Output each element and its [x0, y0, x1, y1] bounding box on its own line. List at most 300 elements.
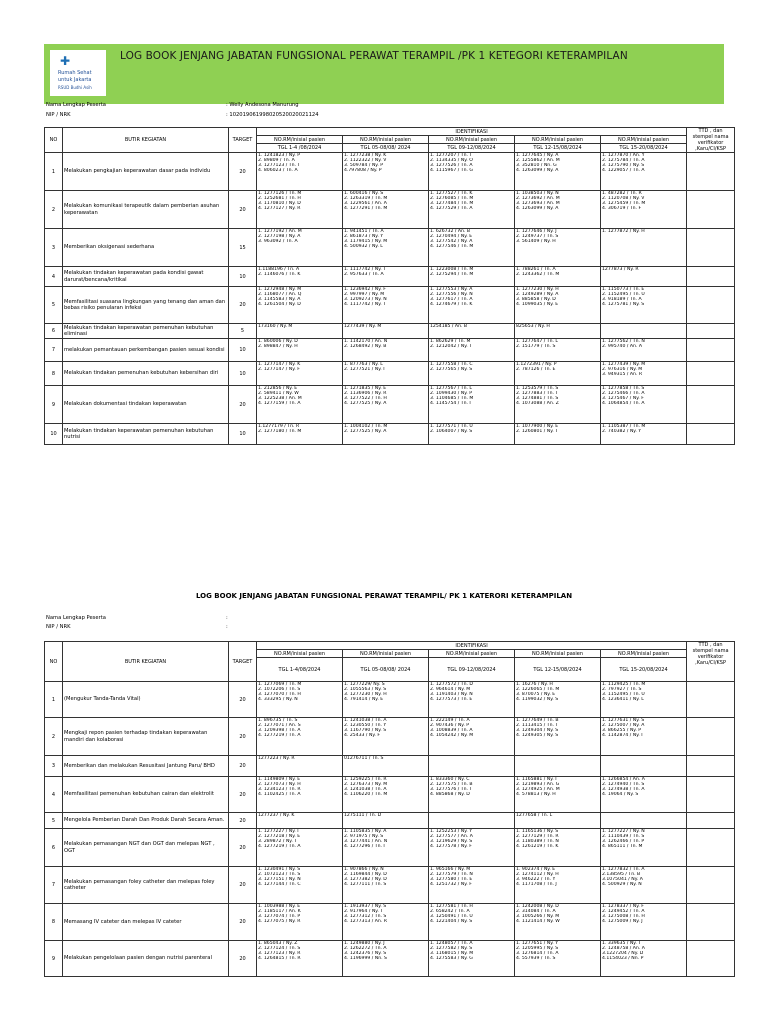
patient-entry: 4. 1115967 / Tn. G — [430, 168, 473, 174]
patient-entry: 1. 487282 / Tn. R — [602, 191, 642, 196]
patient-entry: 2. 1275466 / Tn. A — [602, 391, 645, 397]
patient-cell — [343, 756, 429, 777]
patient-entry: 2. 1277883 / Tn. T — [516, 391, 559, 397]
header-target: TARGET — [229, 642, 257, 682]
patient-cell — [601, 191, 687, 229]
row-number: 2 — [45, 191, 63, 229]
patient-entry: 4. 1199032 / Ny. S — [516, 697, 559, 703]
signature-cell — [687, 191, 735, 229]
patient-entry: 2. 1277577 / An. A — [430, 834, 473, 840]
patient-cell — [257, 904, 343, 941]
activity-cell: Melakukan pemasangan foley catheter dan melepas foley catheter — [63, 867, 229, 904]
patient-cell — [515, 362, 601, 386]
table-row — [45, 756, 735, 777]
patient-entry: 1. 865043 / Ny. Z — [258, 941, 298, 946]
header-patient-col: NO.RM/inisial pasien — [601, 650, 687, 658]
patient-entry: 4. 1196999 / Nn. S — [344, 956, 387, 962]
patient-entry: 01276711 / Tn. S — [344, 756, 384, 761]
target-cell: 10 — [229, 267, 257, 287]
patient-entry: 2. 1270494 / Ny. E — [430, 234, 473, 240]
patient-cell — [429, 362, 515, 386]
participant-name-value: : — [226, 615, 228, 621]
activity-cell: melakukan pemantauan perkembangan pasien sesuai kondisi — [63, 339, 229, 362]
patient-entry: 1. 1004102 / Tn. M — [344, 424, 388, 429]
patient-entry: 4. 1263099 / Ny. A — [516, 206, 559, 212]
activity-cell: (Mengukur Tanda-Tanda Vital) — [63, 682, 229, 718]
patient-entry: 3. 1262466 / Tn. P — [602, 839, 645, 845]
table-row — [45, 829, 735, 867]
row-number: 6 — [45, 324, 63, 339]
patient-cell — [429, 682, 515, 718]
patient-entry: 4. 1106220 / Tn. M — [344, 792, 388, 798]
patient-entry: 1. 339635 / Ny. T — [602, 941, 642, 946]
patient-cell — [601, 386, 687, 424]
patient-entry: 2. 1243362 / Tn. M — [516, 272, 560, 278]
signature-cell — [687, 424, 735, 445]
patient-entry: 2. 1277556 / Ny. N — [430, 292, 473, 298]
patient-cell — [515, 682, 601, 718]
patient-entry: 2. 1277575 / Tn. B — [430, 782, 473, 788]
header-date: TGL 12-15/08/2024 — [515, 144, 601, 153]
patient-cell — [343, 813, 429, 829]
patient-entry: 1. 1277872 / Ny. H — [602, 229, 645, 234]
patient-entry: 4. 1102425 / Tn. A — [258, 792, 301, 798]
target-cell: 20 — [229, 718, 257, 756]
patient-entry: 2.138595 / Tn. B — [602, 872, 641, 878]
patient-cell — [343, 287, 429, 324]
patient-cell — [601, 287, 687, 324]
table-row — [45, 153, 735, 191]
table-row — [45, 941, 735, 977]
patient-entry: 1254185 / An. B — [430, 324, 468, 329]
patient-entry: 2. 1212042 / Ny. T — [430, 344, 472, 350]
patient-entry: 3. 1277576 / Tn. T — [430, 787, 473, 793]
signature-cell — [687, 339, 735, 362]
patient-cell — [257, 424, 343, 445]
table-row — [45, 324, 735, 339]
patient-entry: 1. 1149809 / Ny. E — [258, 777, 301, 782]
patient-entry: 4. 500929 / Ny. N — [602, 882, 642, 888]
patient-cell — [257, 682, 343, 718]
table-row — [45, 718, 735, 756]
patient-entry: 4. 1277159 / Tn. A — [258, 401, 301, 407]
patient-entry: 1. 1252253 / Ny. Y — [430, 829, 472, 834]
patient-entry: 2. 589411 / Ny. W — [258, 391, 299, 397]
patient-entry: 1277237 / Ny. K — [258, 813, 295, 818]
patient-cell — [429, 813, 515, 829]
patient-entry: 1. 1277631 / Ny. S — [602, 718, 645, 723]
patient-cell — [257, 813, 343, 829]
patient-cell — [257, 362, 343, 386]
patient-entry: 2. 1262272 / Tn. A — [344, 946, 387, 952]
row-number: 6 — [45, 829, 63, 867]
patient-cell — [257, 941, 343, 977]
table-row — [45, 339, 735, 362]
patient-entry: 2. 1226065 / Tn. M — [516, 687, 560, 693]
header-verifier: TTD , dan stempel nama verifikator ,Karu/CI/KSP — [687, 128, 735, 153]
patient-entry: 3. 1273693 / An. M — [516, 201, 560, 207]
activity-cell: Melakukan tindakan keperawatan pada kondisi gawat darurat/bencana/kritikal — [63, 267, 229, 287]
patient-entry: 4. 578813 / Ny. H — [516, 792, 556, 798]
patient-entry: 3. 1277070 / Tn. H — [258, 692, 301, 698]
patient-entry: 2. 1169844 / Ny. D — [344, 872, 387, 878]
patient-cell — [515, 153, 601, 191]
patient-entry: 2. 787126 / Tn. E — [516, 367, 556, 373]
table-row — [45, 424, 735, 445]
table-row — [45, 386, 735, 424]
patient-cell — [515, 904, 601, 941]
patient-entry: 2. 1277071 / An. S — [258, 723, 301, 729]
row-number: 1 — [45, 153, 63, 191]
section-title: LOG BOOK JENJANG JABATAN FUNGSIONAL PERAWAT TERAMPIL/ PK 1 KATERORI KETERAMPILAN — [195, 592, 573, 600]
patient-entry: 2. 1205995 / Ny. S — [516, 946, 559, 952]
patient-cell — [343, 904, 429, 941]
patient-entry: 2. 964614 / Ny. M — [430, 687, 471, 693]
signature-cell — [687, 867, 735, 904]
signature-cell — [687, 718, 735, 756]
patient-entry: 4. 1064854 / Tn. A — [602, 401, 645, 407]
patient-cell — [429, 904, 515, 941]
patient-cell — [601, 339, 687, 362]
target-cell: 20 — [229, 386, 257, 424]
participant-nip-label: NIP / NRK — [46, 112, 71, 118]
patient-entry: 1. 1105835 / Ny. A — [344, 829, 387, 834]
participant-name-label: Nama Lengkap Peserta — [46, 615, 106, 621]
row-number: 7 — [45, 867, 63, 904]
patient-entry: 3. 1180389 / Tn. N — [516, 839, 559, 845]
patient-entry: 1. 1277230 / Ny. H — [516, 287, 559, 292]
patient-entry: 2. 1072206 / Tn. S — [258, 687, 301, 693]
patient-cell — [515, 339, 601, 362]
patient-entry: 1. 965166 / Ny. M — [430, 867, 471, 872]
patient-entry: 3.1075041 / Ny. A — [602, 877, 643, 883]
header-activity: BUTIR KEGIATAN — [63, 128, 229, 153]
patient-entry: 2. 1274112 / Ny. H — [516, 872, 559, 878]
patient-entry: 2. 658242 / Tn. A — [430, 909, 470, 915]
patient-entry: 2. 1277565 / Ny. S — [430, 367, 473, 373]
patient-entry: 3. 1005266 / Ny. M — [516, 914, 560, 920]
patient-entry: 4. 1277219 / Tn. A — [258, 733, 301, 739]
patient-entry: 4. 1277291 / Tn. M — [344, 206, 388, 212]
target-cell: 5 — [229, 324, 257, 339]
table-row — [45, 777, 735, 813]
logo-line-1: Rumah Sehat — [58, 70, 92, 76]
patient-entry: 4. 1277144 / Tn. C — [258, 882, 301, 888]
header-identification: IDENTIFIKASI — [257, 128, 687, 136]
patient-entry: 1. 1236942 / Ny. F — [344, 287, 386, 292]
patient-entry: 1.1188196 / Tn. A — [258, 267, 300, 272]
target-cell: 20 — [229, 941, 257, 977]
patient-cell — [515, 424, 601, 445]
patient-cell — [429, 867, 515, 904]
target-cell: 10 — [229, 424, 257, 445]
patient-entry: 4. 1274679 / Tn. K — [430, 302, 473, 308]
patient-entry: 4. 1263099 / Ny. A — [516, 168, 559, 174]
patient-entry: 2. 797927 / Tn. S — [602, 687, 642, 693]
patient-entry: 2. 1146076 / Tn. K — [258, 272, 301, 278]
logo-line-2: untuk Jakarta — [58, 77, 92, 83]
patient-cell — [257, 191, 343, 229]
patient-entry: 1. 1277646 / Ny. J — [516, 229, 557, 234]
patient-entry: 1. 1249880 / Ny. J — [344, 941, 385, 946]
patient-entry: 2. 1113415 / Tn. T — [516, 723, 559, 729]
signature-cell — [687, 813, 735, 829]
patient-entry: 3. 1209273 / Ny. N — [344, 297, 387, 303]
patient-cell — [601, 229, 687, 267]
patient-entry: 4. 1221404 / Ny. S — [430, 919, 473, 925]
patient-cell — [601, 682, 687, 718]
patient-entry: 4. 1277075 / Ny. R — [258, 919, 301, 925]
patient-cell — [343, 867, 429, 904]
patient-entry: 3. 1277526 / Tn. A — [430, 163, 473, 169]
patient-entry: 3. 963092 / Tn. A — [258, 239, 298, 245]
patient-entry: 1. 1003988 / Ny. E — [258, 904, 301, 909]
patient-entry: 2. 1252681 / Tn. H — [258, 196, 301, 202]
patient-entry: 2. 1249737 / Tn. S — [516, 234, 559, 240]
patient-entry: 3. 1277441 / An. N — [344, 839, 388, 845]
patient-cell — [343, 153, 429, 191]
patient-cell — [515, 718, 601, 756]
patient-entry: 2. 1219893 / An. G — [516, 782, 560, 788]
patient-cell — [429, 267, 515, 287]
patient-cell — [429, 777, 515, 813]
patient-entry: 3. 1145583 / Ny. A — [258, 297, 301, 303]
patient-entry: 4. 306719 / Tn. F — [602, 206, 642, 212]
patient-cell — [257, 756, 343, 777]
patient-entry: 2. 1249289 / Ny. A — [516, 292, 559, 298]
patient-entry: 3. 1276814 / Tn. A — [516, 951, 559, 957]
header-patient-col: NO.RM/inisial pasien — [515, 650, 601, 658]
patient-entry: 2. 314084 / Tn. A — [516, 909, 556, 915]
patient-entry: 4. 1275583 / Ny. G — [430, 956, 473, 962]
patient-cell — [601, 867, 687, 904]
patient-entry: 1. 1278337 / Ny. F — [602, 904, 644, 909]
header-no: NO — [45, 128, 63, 153]
patient-entry: 2. 1277218 / Ny. E — [258, 834, 301, 840]
patient-entry: 1. 907866 / Ny. N — [344, 867, 384, 872]
patient-cell — [343, 424, 429, 445]
patient-cell — [601, 153, 687, 191]
patient-entry: 4. 333295 / Ny. N — [258, 697, 298, 703]
patient-entry: 2. 1277198 / Ny. A — [258, 234, 301, 240]
signature-cell — [687, 682, 735, 718]
patient-entry: 4. 1251732 / Ny. F — [430, 882, 472, 888]
patient-entry: 4. 1277219 / Tn. A — [258, 844, 301, 850]
patient-entry: 2. 740382 / Ny. Y — [602, 429, 642, 435]
row-number: 3 — [45, 229, 63, 267]
signature-cell — [687, 229, 735, 267]
row-number: 9 — [45, 386, 63, 424]
patient-entry: 3. 1168015 / Ny. M — [430, 951, 474, 957]
participant-name-value: : Welly Andesona Manurung — [226, 102, 299, 108]
patient-cell — [515, 777, 601, 813]
header-patient-col: NO.RM/inisial pasien — [429, 650, 515, 658]
patient-entry: 4. 1145754 / Tn. I — [430, 401, 471, 407]
patient-entry: 1. 1277126 / Tn. M — [258, 191, 302, 196]
patient-entry: 4. 1229057 / Tn. A — [602, 168, 645, 174]
patient-entry: 1.1272391 / Ny. P — [516, 362, 557, 367]
patient-entry: 3. 1241038 / Tn. A — [344, 787, 387, 793]
table-row — [45, 904, 735, 941]
patient-cell — [515, 267, 601, 287]
patient-cell — [515, 287, 601, 324]
patient-entry: 2. 1277579 / Tn. N — [430, 872, 473, 878]
activity-cell: Melakukan tindakan pemenuhan kebutuhan kebersihan diri — [63, 362, 229, 386]
patient-entry: 1. 222149 / Tn. A — [430, 718, 470, 723]
target-cell: 20 — [229, 153, 257, 191]
patient-entry: 4. 791414 / Ny. E — [344, 697, 384, 703]
patient-entry: 1. 1277439 / Ny. M — [602, 362, 646, 367]
patient-entry: 3. 1008839 / Tn. A — [430, 728, 473, 734]
patient-entry: 2. 971975 / Ny. S — [344, 834, 384, 840]
patient-entry: 1. 1259225 / Tn. R — [344, 777, 387, 782]
patient-entry: 3. 1274925 / An. M — [516, 787, 560, 793]
row-number: 5 — [45, 813, 63, 829]
patient-entry: 1. 1241823 / Ny. P — [258, 153, 300, 158]
patient-entry: 4. 1054242 / Ny. M — [430, 733, 474, 739]
patient-entry: 1. 1277227 / Ny. I — [258, 829, 299, 834]
patient-entry: 2. 1275007 / Ny. A — [602, 723, 645, 729]
patient-cell — [343, 324, 429, 339]
patient-entry: 1275111 / Tn. D — [344, 813, 382, 818]
patient-entry: 4. 1264815 / Tn. R — [258, 956, 301, 962]
patient-entry: 4. 500932 / Ny. L — [344, 244, 383, 250]
patient-entry: 4. 557939 / Tn. S — [516, 956, 556, 962]
patient-entry: 2. 1134335 / Ny. O — [430, 158, 473, 164]
patient-entry: 3. 870075 / Ny. E — [516, 692, 556, 698]
patient-entry: 4. 19064 / Ny. S — [602, 792, 639, 798]
patient-entry: 3. 1277542 / Ny. A — [430, 239, 473, 245]
patient-entry: 2. 1277525 / Ny. A — [344, 429, 387, 435]
signature-cell — [687, 267, 735, 287]
patient-cell — [257, 829, 343, 867]
patient-entry: 1. 1272948 / Ny. M — [258, 287, 302, 292]
patient-entry: 3. 1274881 / Tn. S — [516, 396, 559, 402]
header-no: NO — [45, 642, 63, 682]
patient-entry: 2. 1260801 / Ny. T — [516, 429, 558, 435]
target-cell: 20 — [229, 777, 257, 813]
header-date: TGL 09-12/08/2024 — [429, 658, 515, 682]
activity-cell: Memberikan dan melakukan Resusitasi Jantung Paru/ BHD — [63, 756, 229, 777]
patient-entry: 1. 1277651 / Ny. Y — [516, 941, 558, 946]
patient-entry: 1. 1277562 / Tn. N — [602, 339, 645, 344]
patient-entry: 1277873 / Ny. R — [602, 267, 639, 272]
patient-cell — [429, 324, 515, 339]
patient-entry: 2. 976316 / Ny. M — [602, 367, 643, 373]
patient-entry: 3. 866255 / Ny. P — [602, 728, 642, 734]
table-row — [45, 867, 735, 904]
table-row — [45, 191, 735, 229]
patient-entry: 1. 1277649 / Tn. B — [516, 718, 559, 723]
patient-entry: 2. 151779 / Tn. S — [516, 344, 556, 350]
patient-entry: 3. 1191403 / Ny. N — [430, 692, 473, 698]
patient-entry: 2. 898847 / Ny. H — [258, 344, 298, 350]
patient-cell — [601, 756, 687, 777]
patient-entry: 2. 1277073 / Ny. H — [258, 782, 301, 788]
header-patient-col: NO.RM/inisial pasien — [343, 650, 429, 658]
patient-cell — [257, 867, 343, 904]
patient-cell — [257, 718, 343, 756]
patient-entry: 4. 1275781 / Ny. S — [602, 302, 645, 308]
page-title: LOG BOOK JENJANG JABATAN FUNGSIONAL PERAWAT TERAMPIL /PK 1 KETEGORI KETERAMPILAN — [120, 50, 628, 62]
patient-entry: 1. 1277527 / Tn. K — [430, 191, 473, 196]
patient-entry: 3. 1277522 / Tn. H — [344, 396, 387, 402]
signature-cell — [687, 756, 735, 777]
patient-entry: 2. 1120708 / Ny. V — [602, 196, 645, 202]
header-date: TGL 15-20/08/2024 — [601, 144, 687, 153]
patient-entry: 1. 212856 / Ny. E — [258, 386, 298, 391]
patient-entry: 3. 1179415 / Ny. M — [344, 239, 388, 245]
patient-entry: 3. 885858 / Ny. D — [516, 297, 556, 303]
patient-entry: 2. 1275784 / Tn. A — [602, 158, 645, 164]
activity-cell: Memfasilitasi suasana lingkungan yang tenang dan aman dan bebas risiko penularan infeksi — [63, 287, 229, 324]
patient-entry: 3. 949315 / An. R — [602, 372, 643, 378]
activity-cell: Memberikan oksigenasi sederhana — [63, 229, 229, 267]
patient-entry: 1. 896735 / Tn. S — [258, 718, 298, 723]
target-cell: 20 — [229, 904, 257, 941]
signature-cell — [687, 904, 735, 941]
patient-entry: 4. 1277529 / Tn. A — [430, 206, 473, 212]
patient-cell — [429, 287, 515, 324]
patient-entry: 1277658 / Tn. L — [516, 813, 553, 818]
patient-entry: 1. 1277572 / Tn. D — [430, 682, 473, 687]
patient-entry: 2. 997997 / Ny. M — [344, 292, 385, 298]
patient-cell — [515, 829, 601, 867]
patient-cell — [343, 229, 429, 267]
patient-entry: 1. 1277229/ Ny. S — [344, 682, 385, 687]
target-cell: 20 — [229, 756, 257, 777]
patient-entry: 3. 1249304 / Ny. S — [516, 728, 559, 734]
patient-entry: 1. 1129425 / Tn. M — [602, 682, 646, 687]
patient-entry: 1. 1277832 / Tn. A — [602, 867, 645, 872]
patient-entry: 3. 1170810 / Ny. D — [258, 201, 301, 207]
table-row — [45, 682, 735, 718]
activity-cell: Melakukan pengkajian keperawatan dasar pada individu — [63, 153, 229, 191]
header-date: TGL 12-15/08/2024 — [515, 658, 601, 682]
signature-cell — [687, 386, 735, 424]
header-patient-col: NO.RM/inisial pasien — [257, 136, 343, 144]
patient-entry: 1. 1277147 / Ny. K — [258, 362, 301, 367]
activity-cell: Melakukan pengelolaan pasien dengan nutrisi parenteral — [63, 941, 229, 977]
patient-entry: 3. 1277312 / Tn. S — [344, 914, 387, 920]
patient-cell — [257, 287, 343, 324]
patient-entry: 4. 1277525 / Ny. A — [344, 401, 387, 407]
patient-cell — [515, 756, 601, 777]
signature-cell — [687, 324, 735, 339]
patient-cell — [343, 941, 429, 977]
patient-cell — [257, 267, 343, 287]
patient-cell — [429, 386, 515, 424]
target-cell: 20 — [229, 829, 257, 867]
header-patient-col: NO.RM/inisial pasien — [515, 136, 601, 144]
patient-entry: 1. 1277581 / Tn. H — [430, 904, 473, 909]
patient-entry: 1. 1913937 / Ny. S — [344, 904, 387, 909]
patient-entry: 2. 1263319 / Tn. M — [344, 196, 388, 202]
signature-cell — [687, 287, 735, 324]
patient-cell — [601, 362, 687, 386]
patient-entry: 2. 1168077 / An. Q — [258, 292, 302, 298]
patient-entry: 3. 1225238 / An. M — [258, 396, 302, 402]
patient-entry: 1. 626732 / An. B — [430, 229, 470, 234]
patient-entry: 3. 1219629 / Ny. S — [430, 839, 473, 845]
patient-entry: 173160 / Ny. M — [258, 324, 293, 329]
patient-entry: 3. 1277123 / Tn. T — [258, 163, 301, 169]
patient-entry: 3. 1275467 / Ny. F — [602, 396, 644, 402]
patient-cell — [429, 153, 515, 191]
patient-cell — [343, 362, 429, 386]
activity-cell: Melakukan pemasangan NGT dan OGT dan melepas NGT , OGT — [63, 829, 229, 867]
patient-entry: 1. 1277238 / Ny. K — [344, 153, 387, 158]
